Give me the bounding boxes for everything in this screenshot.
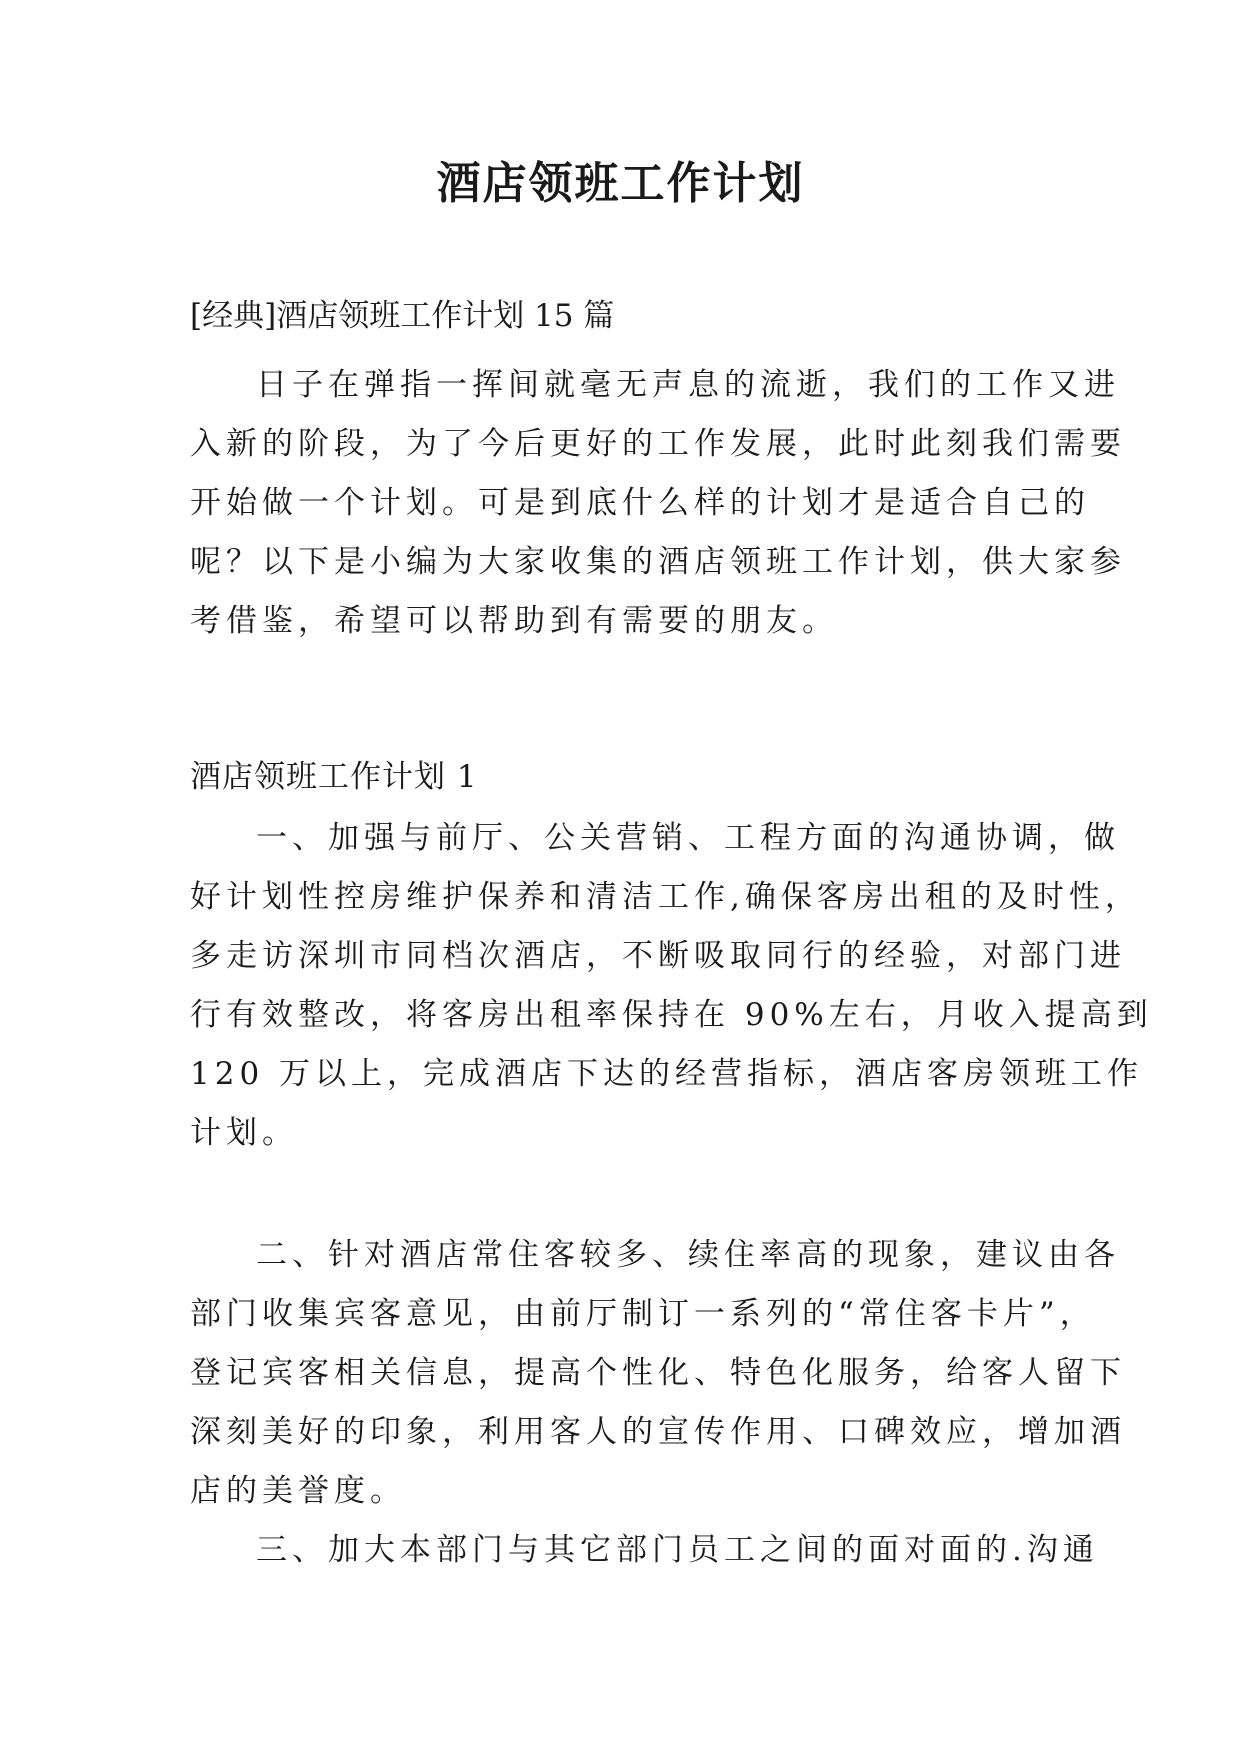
paragraph-line: 三、加大本部门与其它部门员工之间的面对面的.沟通 <box>256 1532 1099 1568</box>
intro-line: 考借鉴，希望可以帮助到有需要的朋友。 <box>190 603 838 639</box>
paragraph-line: 多走访深圳市同档次酒店，不断吸取同行的经验，对部门进 <box>190 938 1126 974</box>
intro-line: 入新的阶段，为了今后更好的工作发展，此时此刻我们需要 <box>190 426 1126 462</box>
paragraph-two <box>190 1226 1126 1521</box>
intro-line: 开始做一个计划。可是到底什么样的计划才是适合自己的 <box>190 485 1090 521</box>
intro-paragraph <box>190 356 1126 651</box>
paragraph-line: 二、针对酒店常住客较多、续住率高的现象，建议由各 <box>256 1237 1120 1273</box>
paragraph-line: 120 万以上，完成酒店下达的经营指标，酒店客房领班工作 <box>190 1056 1144 1092</box>
document-title: 酒店领班工作计划 <box>436 158 805 209</box>
intro-line: 日子在弹指一挥间就毫无声息的流逝，我们的工作又进 <box>256 367 1120 403</box>
document-subtitle: [经典]酒店领班工作计划 15 篇 <box>190 298 615 334</box>
paragraph-line: 深刻美好的印象，利用客人的宣传作用、口碑效应，增加酒 <box>190 1414 1126 1450</box>
paragraph-line: 店的美誉度。 <box>190 1473 406 1509</box>
intro-line: 呢？以下是小编为大家收集的酒店领班工作计划，供大家参 <box>190 544 1126 580</box>
paragraph-line: 登记宾客相关信息，提高个性化、特色化服务，给客人留下 <box>190 1355 1126 1391</box>
paragraph-line: 一、加强与前厅、公关营销、工程方面的沟通协调，做 <box>256 820 1120 856</box>
paragraph-line: 计划。 <box>190 1115 298 1151</box>
paragraph-line: 部门收集宾客意见，由前厅制订一系列的“常住客卡片”， <box>190 1296 1096 1332</box>
paragraph-line: 好计划性控房维护保养和清洁工作,确保客房出租的及时性， <box>190 879 1141 915</box>
paragraph-line: 行有效整改，将客房出租率保持在 90%左右，月收入提高到 <box>190 997 1153 1033</box>
section-heading: 酒店领班工作计划 1 <box>190 759 478 795</box>
paragraph-three <box>190 1521 1099 1580</box>
paragraph-one <box>190 809 1153 1163</box>
